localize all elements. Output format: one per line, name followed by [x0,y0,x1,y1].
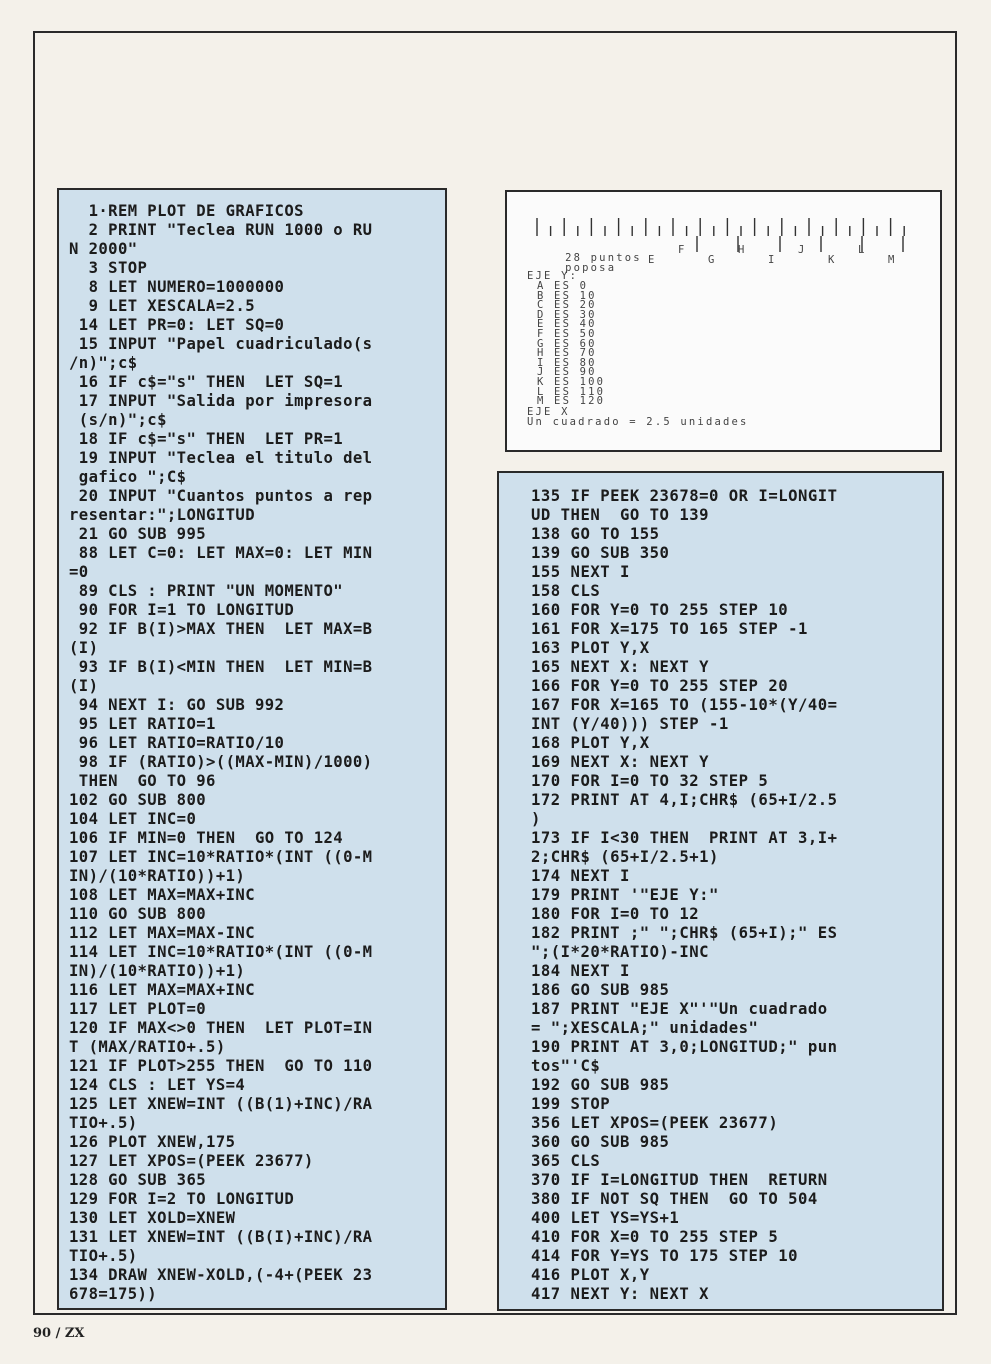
eje-y-row: D ES 30 [537,308,597,321]
axis-letter: K [828,254,837,266]
code-line: 169 NEXT X: NEXT Y [531,753,709,771]
code-line: 192 GO SUB 985 [531,1076,670,1094]
code-line: 116 LET MAX=MAX+INC [69,981,255,999]
code-line: 120 IF MAX<>0 THEN LET PLOT=IN [69,1019,373,1037]
code-line: 131 LET XNEW=INT ((B(I)+INC)/RA [69,1228,373,1246]
code-line: 121 IF PLOT>255 THEN GO TO 110 [69,1057,373,1075]
code-line: 96 LET RATIO=RATIO/10 [69,734,285,752]
eje-y-row: F ES 50 [537,328,597,340]
code-line: 129 FOR I=2 TO LONGITUD [69,1190,295,1208]
code-line: 190 PRINT AT 3,0;LONGITUD;" pun [531,1038,838,1056]
code-line: 20 INPUT "Cuantos puntos a rep [69,487,373,505]
axis-letter: L [858,244,867,256]
eje-y-row: M ES 120 [537,395,606,408]
code-line: 92 IF B(I)>MAX THEN LET MAX=B [69,620,373,638]
code-line: 370 IF I=LONGITUD THEN RETURN [531,1171,828,1189]
code-line: 94 NEXT I: GO SUB 992 [69,696,285,714]
code-line: 155 NEXT I [531,563,630,581]
code-line: 172 PRINT AT 4,I;CHR$ (65+I/2.5 [531,791,838,809]
code-line: 21 GO SUB 995 [69,525,207,543]
code-line: 400 LET YS=YS+1 [531,1209,680,1227]
code-line: 128 GO SUB 365 [69,1171,207,1189]
code-line: 158 CLS [531,582,601,600]
code-line: 139 GO SUB 350 [531,544,670,562]
axis-letter: M [888,254,897,266]
code-line: 107 LET INC=10*RATIO*(INT ((0-M [69,848,373,866]
code-line: TIO+.5) [69,1114,138,1132]
code-line: ";(I*20*RATIO)-INC [531,943,709,961]
code-line: 416 PLOT X,Y [531,1266,650,1284]
code-line: 182 PRINT ;" ";CHR$ (65+I);" ES [531,924,838,942]
code-line: 414 FOR Y=YS TO 175 STEP 10 [531,1247,798,1265]
axis-letter: J [798,244,807,256]
code-line: 173 IF I<30 THEN PRINT AT 3,I+ [531,829,838,847]
eje-y-row: J ES 90 [537,366,597,379]
code-line: 170 FOR I=0 TO 32 STEP 5 [531,772,769,790]
code-line: 417 NEXT Y: NEXT X [531,1285,709,1303]
code-line: 187 PRINT "EJE X"'"Un cuadrado [531,1000,828,1018]
code-line: 138 GO TO 155 [531,525,660,543]
code-line: gafico ";C$ [69,468,187,486]
code-line: 90 FOR I=1 TO LONGITUD [69,601,295,619]
code-line: IN)/(10*RATIO))+1) [69,962,246,980]
code-line: 168 PLOT Y,X [531,734,650,752]
axis-letter: H [738,244,747,256]
code-line: 356 LET XPOS=(PEEK 23677) [531,1114,779,1132]
code-line: 360 GO SUB 985 [531,1133,670,1151]
code-line: 3 STOP [69,259,148,277]
code-line: N 2000" [69,240,138,258]
program-listing-right [497,471,944,1311]
code-line: 179 PRINT '"EJE Y:" [531,886,719,904]
code-line: 2;CHR$ (65+I/2.5+1) [531,848,719,866]
code-line: 19 INPUT "Teclea el titulo del [69,449,373,467]
axis-letter: F [678,244,687,256]
code-line: 15 INPUT "Papel cuadriculado(s [69,335,373,353]
eje-y-row: H ES 70 [537,347,597,360]
points-count: 28 puntos [565,251,642,264]
code-line: 88 LET C=0: LET MAX=0: LET MIN [69,544,373,562]
code-line: 199 STOP [531,1095,611,1113]
code-line: IN)/(10*RATIO))+1) [69,867,246,885]
scale-line: Un cuadrado = 2.5 unidades [527,416,749,428]
eje-y-row: C ES 20 [537,299,597,312]
code-line: = ";XESCALA;" unidades" [531,1019,759,1037]
code-line: 16 IF c$="s" THEN LET SQ=1 [69,373,344,391]
code-line: 134 DRAW XNEW-XOLD,(-4+(PEEK 23 [69,1266,373,1284]
code-line: (s/n)";c$ [69,411,167,429]
eje-y-row: A ES 0 [537,280,589,292]
code-line: 127 LET XPOS=(PEEK 23677) [69,1152,314,1170]
eje-x-label: EJE X [527,406,570,418]
code-line: (I) [69,677,99,695]
code-line: 163 PLOT Y,X [531,639,650,657]
code-line: resentar:";LONGITUD [69,506,255,524]
eje-y-row: I ES 80 [537,356,597,369]
code-line: (I) [69,639,99,657]
code-line: 135 IF PEEK 23678=0 OR I=LONGIT [531,487,838,505]
axis-letter: E [648,254,657,266]
code-line: 106 IF MIN=0 THEN GO TO 124 [69,829,344,847]
code-line: 186 GO SUB 985 [531,981,670,999]
code-line: =0 [69,563,89,581]
code-line: 89 CLS : PRINT "UN MOMENTO" [69,582,344,600]
code-line: /n)";c$ [69,354,138,372]
axis-letter: G [708,254,717,266]
code-line: 180 FOR I=0 TO 12 [531,905,700,923]
code-line: 110 GO SUB 800 [69,905,207,923]
code-line: 380 IF NOT SQ THEN GO TO 504 [531,1190,818,1208]
code-line: INT (Y/40))) STEP -1 [531,715,729,733]
code-line: 174 NEXT I [531,867,630,885]
code-line: 410 FOR X=0 TO 255 STEP 5 [531,1228,779,1246]
code-line: THEN GO TO 96 [69,772,216,790]
code-line: 126 PLOT XNEW,175 [69,1133,236,1151]
code-line: 102 GO SUB 800 [69,791,207,809]
eje-y-row: K ES 100 [537,376,606,388]
code-line: ) [531,810,541,828]
code-line: 130 LET XOLD=XNEW [69,1209,236,1227]
eje-y-row: L ES 110 [537,385,606,398]
output-screen [505,190,942,452]
eje-y-row: E ES 40 [537,318,597,331]
code-line: 17 INPUT "Salida por impresora [69,392,373,410]
code-line: 8 LET NUMERO=1000000 [69,278,285,296]
code-line: 160 FOR Y=0 TO 255 STEP 10 [531,601,789,619]
code-line: 9 LET XESCALA=2.5 [69,297,255,315]
code-line: 184 NEXT I [531,962,630,980]
code-line: 1·REM PLOT DE GRAFICOS [69,202,304,220]
code-line: 2 PRINT "Teclea RUN 1000 o RU [69,221,373,239]
code-line: TIO+.5) [69,1247,138,1265]
eje-y-label: EJE Y: [527,270,579,282]
code-line: T (MAX/RATIO+.5) [69,1038,226,1056]
code-line: 125 LET XNEW=INT ((B(1)+INC)/RA [69,1095,373,1113]
axis-letter: I [768,254,777,266]
code-line: tos"'C$ [531,1057,601,1075]
code-line: 166 FOR Y=0 TO 255 STEP 20 [531,677,789,695]
code-line: 124 CLS : LET YS=4 [69,1076,246,1094]
graph-title: poposa [565,261,617,274]
code-line: 117 LET PLOT=0 [69,1000,207,1018]
code-line: 161 FOR X=175 TO 165 STEP -1 [531,620,808,638]
program-listing-left [57,188,447,1310]
code-line: 365 CLS [531,1152,601,1170]
eje-y-row: B ES 10 [537,289,597,302]
code-line: 18 IF c$="s" THEN LET PR=1 [69,430,344,448]
code-line: 112 LET MAX=MAX-INC [69,924,255,942]
code-line: 165 NEXT X: NEXT Y [531,658,709,676]
code-line: 678=175)) [69,1285,158,1303]
code-line: 98 IF (RATIO)>((MAX-MIN)/1000) [69,753,373,771]
code-line: 167 FOR X=165 TO (155-10*(Y/40= [531,696,838,714]
code-line: 114 LET INC=10*RATIO*(INT ((0-M [69,943,373,961]
code-line: UD THEN GO TO 139 [531,506,709,524]
code-line: 93 IF B(I)<MIN THEN LET MIN=B [69,658,373,676]
page-number: 90 / ZX [33,1326,85,1341]
code-line: 108 LET MAX=MAX+INC [69,886,255,904]
eje-y-row: G ES 60 [537,337,597,350]
code-line: 104 LET INC=0 [69,810,197,828]
code-line: 95 LET RATIO=1 [69,715,216,733]
code-line: 14 LET PR=0: LET SQ=0 [69,316,285,334]
